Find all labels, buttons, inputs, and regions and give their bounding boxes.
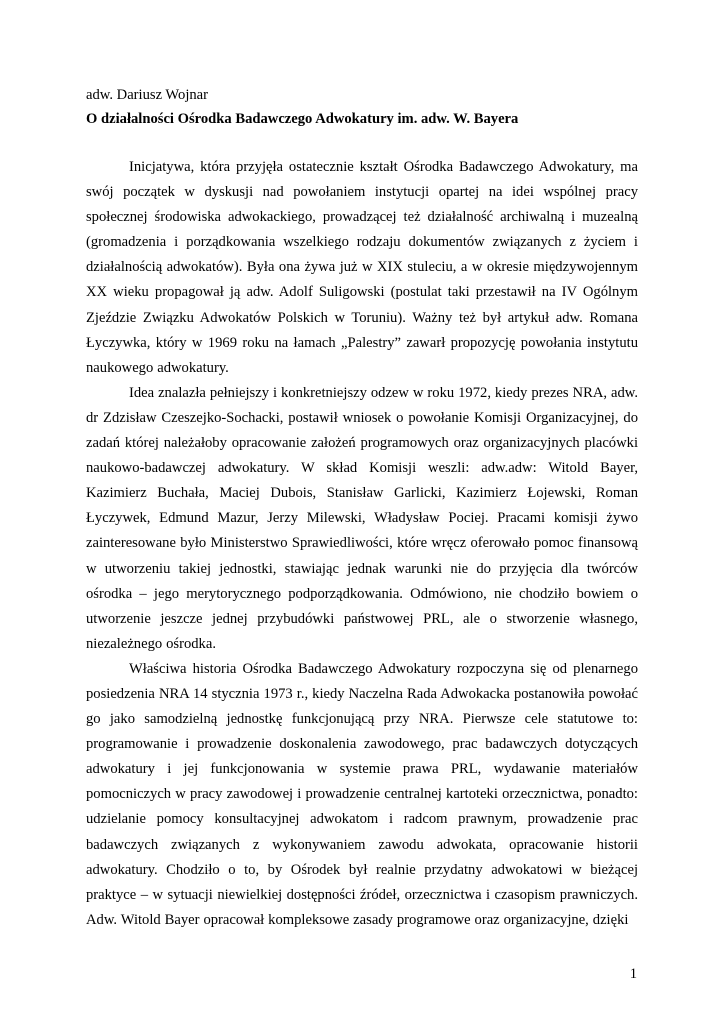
document-page	[86, 83, 638, 933]
page-number: 1	[629, 966, 637, 982]
paragraph: Idea znalazła pełniejszy i konkretniejszy odzew w roku 1972, kiedy prezes NRA, adw. dr Zdzisław Czeszejko-Sochacki, postawił wniosek o powołanie Komisji Organizacyjnej, do zadań której należałoby opracowanie założeń programowych oraz organizacyjnych placówki naukowo-badawczej adwokatury. W skład Komisji weszli: adw.adw: Witold Bayer, Kazimierz Buchała, Maciej Dubois, Stanisław Garlicki, Kazimierz Łojewski, Roman Łyczywek, Edmund Mazur, Jerzy Milewski, Władysław Pociej. Pracami komisji żywo zainteresowane było Ministerstwo Sprawiedliwości, które wręcz oferowało pomoc finansową w utworzeniu takiej jednostki, stawiając jednak warunki nie do przyjęcia dla twórców ośrodka – jego merytorycznego podporządkowania. Odmówiono, nie chodziło bowiem o utworzenie jeszcze jednej przybudówki państwowej PRL, ale o stworzenie własnego, niezależnego ośrodka.	[86, 384, 638, 652]
paragraph: Inicjatywa, która przyjęła ostatecznie kształt Ośrodka Badawczego Adwokatury, ma swój początek w dyskusji nad powołaniem instytucji opartej na idei wspólnej pracy społecznej środowiska adwokackiego, prowadzącej też działalność archiwalną i muzealną (gromadzenia i porządkowania wszelkiego rodzaju dokumentów związanych z życiem i działalnością adwokatów). Była ona żywa już w XIX stuleciu, a w okresie międzywojennym XX wieku propagował ją adw. Adolf Suligowski (postulat taki przestawił na IV Ogólnym Zjeździe Związku Adwokatów Polskich w Toruniu). Ważny też był artykuł adw. Romana Łyczywka, który w 1969 roku na łamach „Palestry” zawarł propozycję powołania instytutu naukowego adwokatury.	[86, 159, 638, 376]
paragraph: Właściwa historia Ośrodka Badawczego Adwokatury rozpoczyna się od plenarnego posiedzenia NRA 14 stycznia 1973 r., kiedy Naczelna Rada Adwokacka postanowiła powołać go jako samodzielną jednostkę funkcjonującą przy NRA. Pierwsze cele statutowe to: programowanie i prowadzenie doskonalenia zawodowego, prac badawczych dotyczących adwokatury i jej funkcjonowania w systemie prawa PRL, wydawanie materiałów pomocniczych w pracy zawodowej i prowadzenie centralnej kartoteki orzecznictwa, ponadto: udzielanie pomocy konsultacyjnej adwokatom i radcom prawnym, prowadzenie prac badawczych związanych z wykonywaniem zawodu adwokata, opracowanie historii adwokatury. Chodziło o to, by Ośrodek był realnie przydatny adwokatowi w bieżącej praktyce – w sytuacji niewielkiej dostępności źródeł, orzecznictwa i czasopism prawniczych. Adw. Witold Bayer opracował kompleksowe zasady programowe oraz organizacyjne, dzięki	[86, 660, 638, 928]
author-line: adw. Dariusz Wojnar	[86, 87, 209, 103]
document-title: O działalności Ośrodka Badawczego Adwokatury im. adw. W. Bayera	[86, 111, 519, 127]
